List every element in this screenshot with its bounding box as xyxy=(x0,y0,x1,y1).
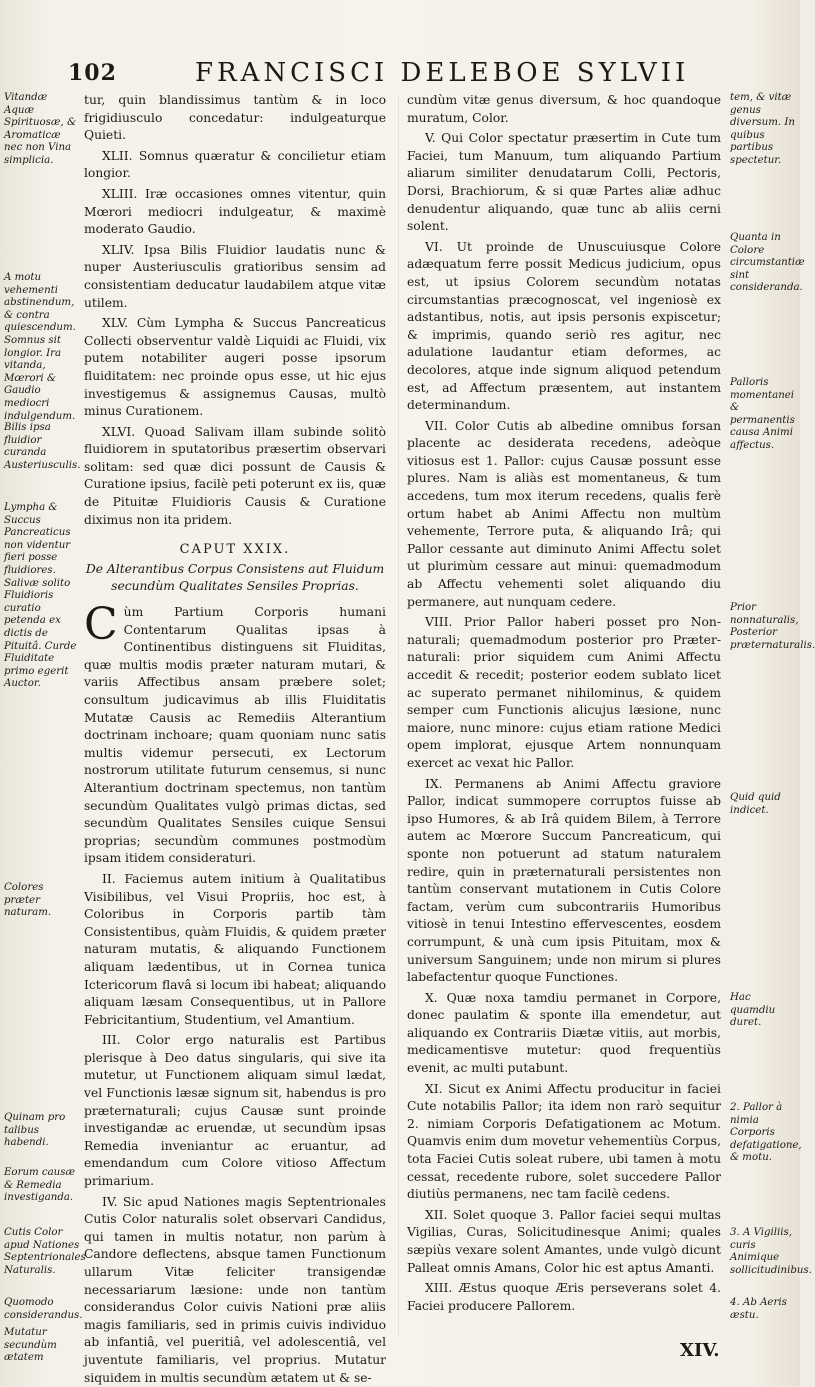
paragraph: VI. Ut proinde de Unuscuiusque Colore adæquatum ferre possit Medicus judicium, opus est, ut ipsius Colorem secundùm notatas circumstantias præcognoscat, vel ingeniosè ex adstantibus, notis, aut ipsis personis expiscetur; & imprimis, quando seriò res agitur, nec adulatione laudantur etiam deformes, ac decolores, atque inde signum aliquod petendum est, ad Affectum præsentem, aut instantem determinandum. xyxy=(407,239,721,413)
margin-note: Quomodo considerandus. xyxy=(4,1297,83,1321)
paragraph: II. Faciemus autem initium à Qualitatibus Visibilibus, vel Visui Propriis, hoc est, à Coloribus in Corporis partib tàm Consistentibus, quàm Fluidis, & quidem præter naturam mutatis, & aliquando Functionem aliquam lædentibus, ut in Cornea tunica Ictericorum flavâ si locum ibi habeat; aliquando aliquam læsam Consequentibus, ut in Pallore Febricitantium, Studentium, vel Amantium. xyxy=(84,871,386,1027)
paragraph: cundùm vitæ genus diversum, & hoc quandoque muratum, Color. xyxy=(407,93,721,125)
running-head xyxy=(60,58,740,90)
chapter-heading: CAPUT XXIX. xyxy=(179,542,291,558)
paragraph: IX. Permanens ab Animi Affectu graviore Pallor, indicat summopere corruptos fuisse ab ipso Humores, & ab Irâ quidem Bilem, à Terrore autem ac Mœrore Succum Pancreaticum, qui sponte non potuerunt ad statum naturalem redire, quin in præternaturali persistentes non tantùm conservant mutationem in Cutis Colore factam, verùm cum subcontrariis Humoribus vitiosè in tenui Intestino effervescentes, eosdem corrumpunt, & unà cum ipsis Pituitam, mox & universum Sanguinem; unde non mirum si plures labefactentur quoque Functiones. xyxy=(407,776,721,985)
margin-note: Palloris momentanei & permanentis causa Animi affectus. xyxy=(730,377,795,451)
margin-note: Mutatur secundùm ætatem xyxy=(4,1327,57,1364)
paragraph: VII. Color Cutis ab albedine omnibus forsan placente ac desiderata recedens, adeòque vitiosus est 1. Pallor: cujus Causæ possunt esse plures. Nam is aliàs est momentaneus, & tum accedens, tum mox iterum recedens, qualis ferè ortum habet ab Animi Affectu non multùm vehemente, Terrore puta, & aliquando Irâ; qui Pallor cessante aut diminuto Animi Affectu solet ut plurimùm cessare aut minui: quemadmodum ab Affectu vehementi solet aliquando diu permanere, aut nunquam cedere. xyxy=(407,418,721,609)
catchword: XIV. xyxy=(680,1340,720,1361)
paragraph: XLIV. Ipsa Bilis Fluidior laudatis nunc & nuper Austeriusculis gratioribus sensim ad consistentiam deducatur laudabilem atque vitæ utilem. xyxy=(84,242,386,310)
margin-note: Quanta in Colore circumstantiæ sint consideranda. xyxy=(730,232,805,294)
paragraph: XI. Sicut ex Animi Affectu producitur in faciei Cute notabilis Pallor; ita idem non rarò sequitur 2. nimiam Corporis Defatigationem ac Motum. Quamvis enim dum movetur vehementiùs Corpus, tota Faciei Cutis soleat rubere, ubi tamen à motu cessat, recedente rubore, solet succedere Pallor diutiùs permanens, nec tam facilè cedens. xyxy=(407,1081,721,1202)
paragraph: IV. Sic apud Nationes magis Septentrionales Cutis Color naturalis solet observari Candidus, qui tamen in multis notatur, non parùm à Candore deflectens, absque tamen Functionum ullarum Vitæ feliciter transigendæ necessariarum læsione: unde non tantùm considerandus Color cuivis Nationi præ aliis magis familiaris, sed in primis cuivis individuo ab infantiâ, vel pueritiâ, vel adolescentiâ, vel juventute familiaris, vel proprius. Mutatur siquidem in multis secundùm ætatem ut & se- xyxy=(84,1194,386,1385)
margin-note: A motu vehementi abstinendum, & contra quiescendum. Somnus sit longior. Ira vitanda, Mœrori & Gaudio mediocri indulgendum. xyxy=(4,272,76,422)
paragraph-text: ùm Partium Corporis humani Contentarum Qualitas ipsas à Continentibus distinguens sit Fluiditas, quæ multis modis præter naturam mutari, & variis Affectibus ansam præbere solet; consultum judicavimus ab illis Fluiditatis Mutatæ Causis ac Remediis Alterantium doctrinam inchoare; quam quoniam nunc satis multis videmur persecuti, ex Lectorum nostrorum utilitate futurum censemus, si nunc Alterantium doctrinam spectemus, non tantùm secundùm Qualitates vulgò primas dictas, sed secundùm Qualitates Sensiles cuique Sensui proprias; secundùm communes postmodùm ipsam itidem consideraturi. xyxy=(84,605,386,866)
left-column xyxy=(84,92,386,1385)
right-column xyxy=(407,92,721,1337)
right-margin-notes xyxy=(730,92,815,1342)
margin-note: Quid quid indicet. xyxy=(730,792,781,816)
margin-note: Quinam pro talibus habendi. xyxy=(4,1112,66,1149)
margin-note: Cutis Color apud Nationes Septentrionales Naturalis. xyxy=(4,1227,86,1276)
margin-note: Bilis ipsa fluidior curanda Austeriusculis. xyxy=(4,422,81,471)
margin-note: Prior nonnaturalis, Posterior præternaturalis. xyxy=(730,602,815,651)
paragraph: XLV. Cùm Lympha & Succus Pancreaticus Collecti observentur valdè Liquidi ac Fluidi, vix putem notabiliter augeri posse ipsorum fluiditatem: nec proinde opus esse, ut hic ejus investigemus & assignemus Causas, multò minus Curationem. xyxy=(84,316,386,419)
page-number: 102 xyxy=(68,60,117,86)
paragraph: III. Color ergo naturalis est Partibus plerisque à Deo datus singularis, qui sive ita mutetur, ut Functionem aliquam simul lædat, vel Functionis læsæ signum sit, habendus is pro præternaturali; cujus Causæ sunt proinde investigandæ ac eruendæ, ut secundùm ipsas Remedia inveniantur ac eruantur, ad emendandum cum Colore vitioso Affectum primarium. xyxy=(84,1033,386,1189)
paragraph: V. Qui Color spectatur præsertim in Cute tum Faciei, tum Manuum, tum aliquando Partium aliarum similiter denudatarum Colli, Pectoris, Dorsi, Brachiorum, & si quæ Partes aliæ adhuc denudentur aliquando, quæ tunc ab aliis cerni solent. xyxy=(407,131,721,234)
page-title: FRANCISCI DELEBOE SYLVII xyxy=(195,58,690,88)
chapter-subtitle: De Alterantibus Corpus Consistens aut Fluidum secundùm Qualitates Sensiles Proprias. xyxy=(85,561,385,594)
margin-note: Vitandæ Aquæ Spirituosæ, & Aromaticæ nec non Vina simplicia. xyxy=(4,92,77,166)
paragraph: XLII. Somnus quæratur & concilietur etiam longior. xyxy=(84,148,386,181)
margin-note: Eorum causæ & Remedia investiganda. xyxy=(4,1167,76,1204)
paragraph: XLIII. Iræ occasiones omnes vitentur, quin Mœrori mediocri indulgeatur, & maximè moderato Gaudio. xyxy=(84,186,386,237)
drop-cap: C xyxy=(84,599,118,651)
paragraph: VIII. Prior Pallor haberi posset pro Non-naturali; quemadmodum posterior pro Præter-naturali: prior siquidem cum Animi Affectu accedit & recedit; posterior eodem sublato licet ac superato permanet nihilominus, & quidem semper cum Functionis alicujus læsione, nunc maiore, nunc minore: cujus etiam ratione Medici opem implorat, ejusque Artem nonnunquam exercet ac vexat hic Pallor. xyxy=(407,615,721,770)
paragraph: XII. Solet quoque 3. Pallor faciei sequi multas Vigilias, Curas, Solicitudinesque Animi; quales sæpiùs vexare solent Amantes, unde vulgò dicunt Palleat omnis Amans, Color hic est aptus Amanti. xyxy=(407,1207,721,1275)
margin-note: Lympha & Succus Pancreaticus non videntur fieri posse fluidiores. Salivæ solito Fluidioris curatio petenda ex dictis de Pituitâ. Curde Fluiditate primo egerit Auctor. xyxy=(4,502,77,690)
margin-note: Colores præter naturam. xyxy=(4,882,52,919)
paragraph xyxy=(84,599,386,868)
paragraph: X. Quæ noxa tamdiu permanet in Corpore, donec paulatim & sponte illa emendetur, aut aliquando ex Contrariis Diætæ vitiis, aut morbis, medicamentisve mutetur: quod frequentiùs evenit, ac multi putabunt. xyxy=(407,990,721,1076)
paragraph: XLVI. Quoad Salivam illam subinde solitò fluidiorem in sputatoribus præsertim observari solitam: sed quæ dici possunt de Causis & Curatione ipsius, facilè peti poterunt ex iis, quæ de Pituitæ Fluidioris Causis & Curatione diximus non ita pridem. xyxy=(84,424,386,527)
column-divider xyxy=(398,96,399,1336)
left-margin-notes xyxy=(4,92,86,1364)
margin-note: tem, & vitæ genus diversum. In quibus partibus spectetur. xyxy=(730,92,795,166)
margin-note: 3. A Vigiliis, curis Animique sollicitudinibus. xyxy=(730,1227,812,1276)
paragraph: tur, quin blandissimus tantùm & in loco frigidiusculo concedatur: indulgeaturque Quieti. xyxy=(84,93,386,143)
paragraph: XIII. Æstus quoque Æris perseverans solet 4. Faciei producere Pallorem. xyxy=(407,1281,721,1313)
margin-note: 4. Ab Aeris æstu. xyxy=(730,1297,787,1321)
margin-note: 2. Pallor à nimia Corporis defatigatione, & motu. xyxy=(730,1102,802,1164)
margin-note: Hac quamdiu duret. xyxy=(730,992,776,1029)
